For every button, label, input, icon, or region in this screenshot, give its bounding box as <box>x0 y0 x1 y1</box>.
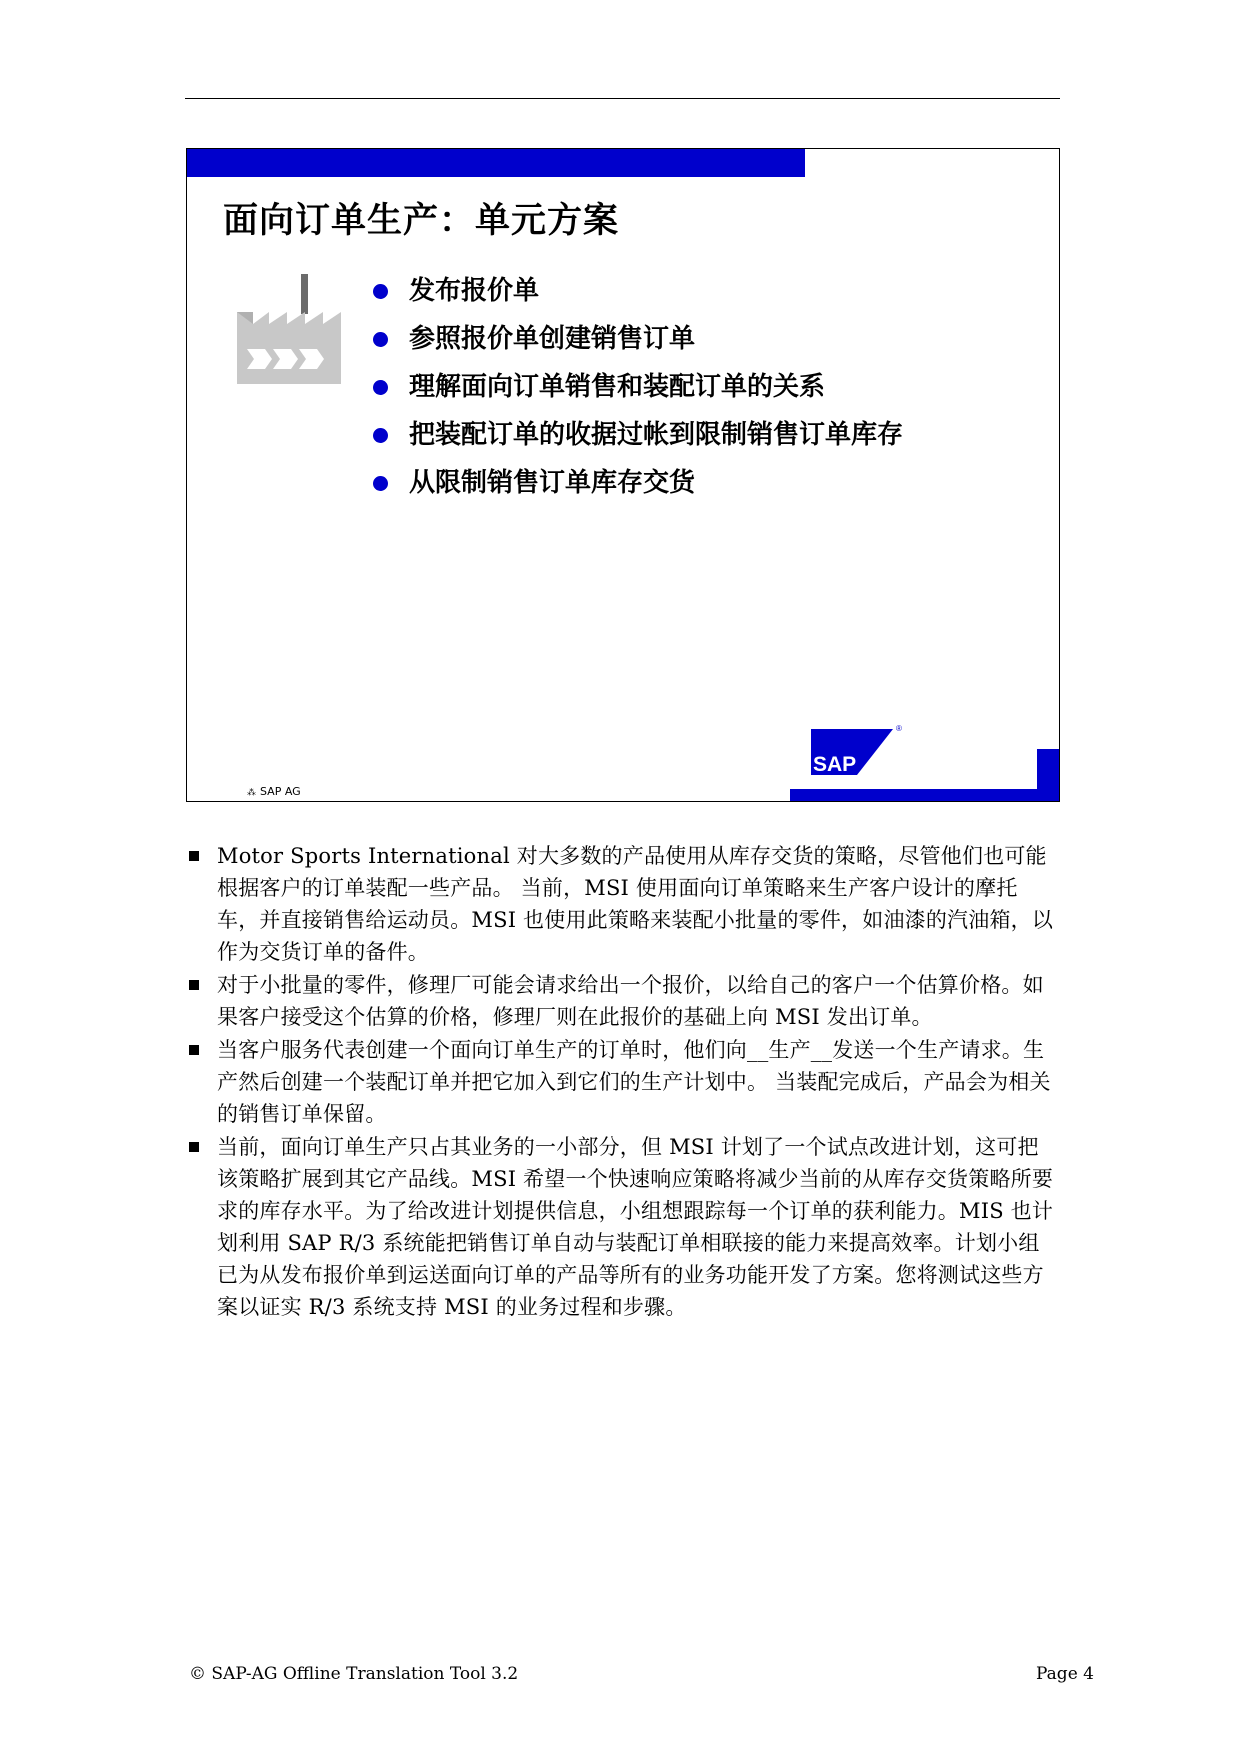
slide-bullet-text: 发布报价单 <box>409 276 540 306</box>
square-bullet-icon <box>189 1045 199 1055</box>
notes-item <box>189 840 1059 968</box>
slide-bullet-text: 从限制销售订单库存交货 <box>409 468 696 498</box>
bullet-dot-icon <box>373 476 388 491</box>
bullet-dot-icon <box>373 284 388 299</box>
notes-item <box>189 1034 1059 1130</box>
slide-bullet <box>373 275 903 323</box>
slide-bullet <box>373 467 903 515</box>
slide-bullet-list <box>373 275 903 515</box>
slide-bullet <box>373 371 903 419</box>
slide-bullet-text: 理解面向订单销售和装配订单的关系 <box>409 372 826 402</box>
bullet-dot-icon <box>373 332 388 347</box>
slide-title: 面向订单生产：单元方案 <box>223 201 620 241</box>
notes-text: Motor Sports International 对大多数的产品使用从库存交货的策略，尽管他们也可能根据客户的订单装配一些产品。 当前，MSI 使用面向订单策略来生产客户设计的摩托车，并直接销售给运动员。MSI 也使用此策略来装配小批量的零件，如油漆的汽油箱，以作为交货订单的备件。 <box>217 844 1054 964</box>
svg-text:®: ® <box>896 724 902 733</box>
notes-text: 对于小批量的零件，修理厂可能会请求给出一个报价，以给自己的客户一个估算价格。如果客户接受这个估算的价格，修理厂则在此报价的基础上向 MSI 发出订单。 <box>217 973 1044 1029</box>
slide-copyright <box>247 785 301 798</box>
square-bullet-icon <box>189 980 199 990</box>
factory-icon <box>237 274 341 392</box>
slide-bullet <box>373 419 903 467</box>
header-rule <box>185 98 1060 99</box>
page-number: Page 4 <box>1036 1664 1094 1684</box>
square-bullet-icon <box>189 1142 199 1152</box>
notes-item <box>189 1131 1059 1323</box>
slide-bullet <box>373 323 903 371</box>
notes-text: 当前，面向订单生产只占其业务的一小部分，但 MSI 计划了一个试点改进计划，这可把该策略扩展到其它产品线。MSI 希望一个快速响应策略将减少当前的从库存交货策略所要求的库存水平。为了给改进计划提供信息，小组想跟踪每一个订单的获利能力。MIS 也计划利用 SAP R/3 系统能把销售订单自动与装配订单相联接的能力来提高效率。计划小组已为从发布报价单到运送面向订单的产品等所有的业务功能开发了方案。您将测试这些方案以证实 R/3 系统支持 MSI 的业务过程和步骤。 <box>217 1135 1054 1319</box>
slide-copyright-text: SAP AG <box>260 785 301 798</box>
slide-bullet-text: 参照报价单创建销售订单 <box>409 324 696 354</box>
notes-item <box>189 969 1059 1033</box>
copyright-icon: ⁂ <box>247 788 256 798</box>
slide-bullet-text: 把装配订单的收据过帐到限制销售订单库存 <box>409 420 904 450</box>
slide-top-bar <box>187 149 805 177</box>
sap-logo-text: SAP <box>813 753 857 775</box>
bullet-dot-icon <box>373 428 388 443</box>
bullet-dot-icon <box>373 380 388 395</box>
notes-list <box>189 840 1059 1324</box>
square-bullet-icon <box>189 851 199 861</box>
notes-text: 当客户服务代表创建一个面向订单生产的订单时，他们向__生产__发送一个生产请求。生产然后创建一个装配订单并把它加入到它们的生产计划中。 当装配完成后，产品会为相关的销售订单保留。 <box>217 1038 1051 1126</box>
footer-copyright: © SAP-AG Offline Translation Tool 3.2 <box>189 1664 519 1684</box>
sap-logo <box>811 721 907 775</box>
slide-frame <box>186 148 1060 802</box>
slide-bottom-strip <box>790 789 1059 801</box>
